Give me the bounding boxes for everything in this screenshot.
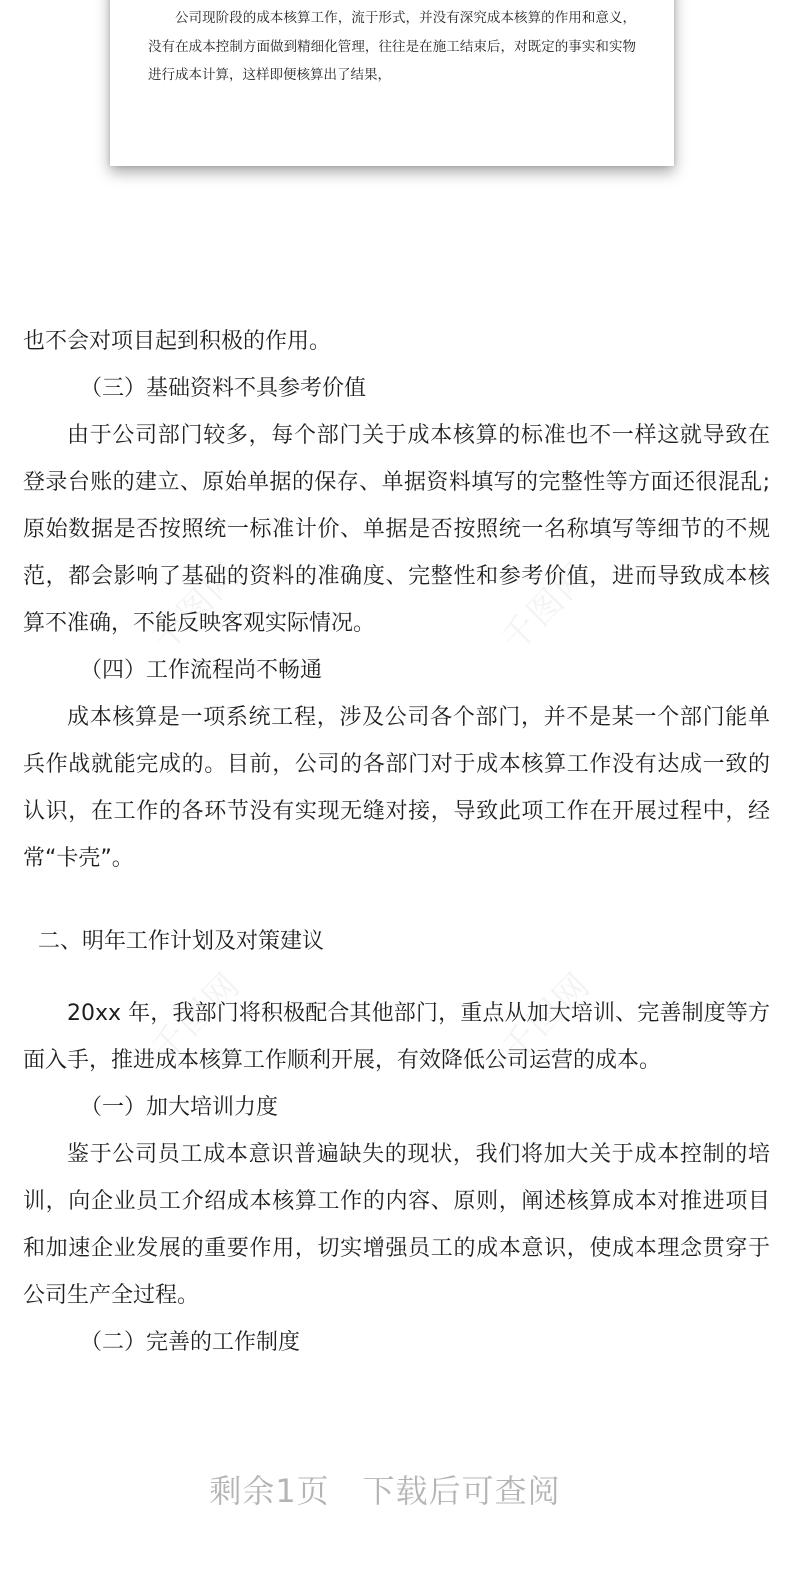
paragraph-training: 鉴于公司员工成本意识普遍缺失的现状，我们将加大关于成本控制的培训，向企业员工介绍成本核算工作的内容、原则，阐述核算成本对推进项目和加速企业发展的重要作用，切实增强员工的成本意识，使成本理念贯穿于公司生产全过程。	[23, 1142, 770, 1308]
heading-basic-data: （三）基础资料不具参考价值	[80, 376, 367, 401]
watermark: 千图网	[494, 554, 599, 660]
continuation-text: 也不会对项目起到积极的作用。	[23, 329, 332, 354]
section-plan	[23, 918, 770, 965]
section-heading-plan: 二、明年工作计划及对策建议	[38, 929, 325, 954]
preview-paragraph: 公司现阶段的成本核算工作，流于形式，并没有深究成本核算的作用和意义，没有在成本控制方面做到精细化管理，往往是在施工结束后，对既定的事实和实物进行成本计算，这样即便核算出了结果，	[148, 10, 636, 83]
paragraph-plan-intro: 20xx 年，我部门将积极配合其他部门，重点从加大培训、完善制度等方面入手，推进成本核算工作顺利开展，有效降低公司运营的成本。	[23, 1001, 770, 1073]
paragraph-basic-data: 由于公司部门较多，每个部门关于成本核算的标准也不一样这就导致在登录台账的建立、原始单据的保存、单据资料填写的完整性等方面还很混乱;原始数据是否按照统一标准计价、单据是否按照统一名称填写等细节的不规范，都会影响了基础的资料的准确度、完整性和参考价值，进而导致成本核算不准确，不能反映客观实际情况。	[23, 423, 770, 636]
heading-workflow: （四）工作流程尚不畅通	[80, 658, 323, 683]
download-prompt[interactable]: 剩余1页 下载后可查阅	[209, 1472, 561, 1510]
watermark: 千图网	[144, 964, 249, 1070]
plan-body	[23, 990, 770, 1366]
document-preview-card	[110, 0, 674, 166]
heading-system: （二）完善的工作制度	[80, 1330, 301, 1355]
document-body	[23, 318, 770, 882]
watermark: 千图网	[144, 554, 249, 660]
heading-training: （一）加大培训力度	[80, 1095, 279, 1120]
watermark: 千图网	[494, 964, 599, 1070]
paragraph-workflow: 成本核算是一项系统工程，涉及公司各个部门，并不是某一个部门能单兵作战就能完成的。目前，公司的各部门对于成本核算工作没有达成一致的认识，在工作的各环节没有实现无缝对接，导致此项工作在开展过程中，经常“卡壳”。	[23, 705, 770, 871]
